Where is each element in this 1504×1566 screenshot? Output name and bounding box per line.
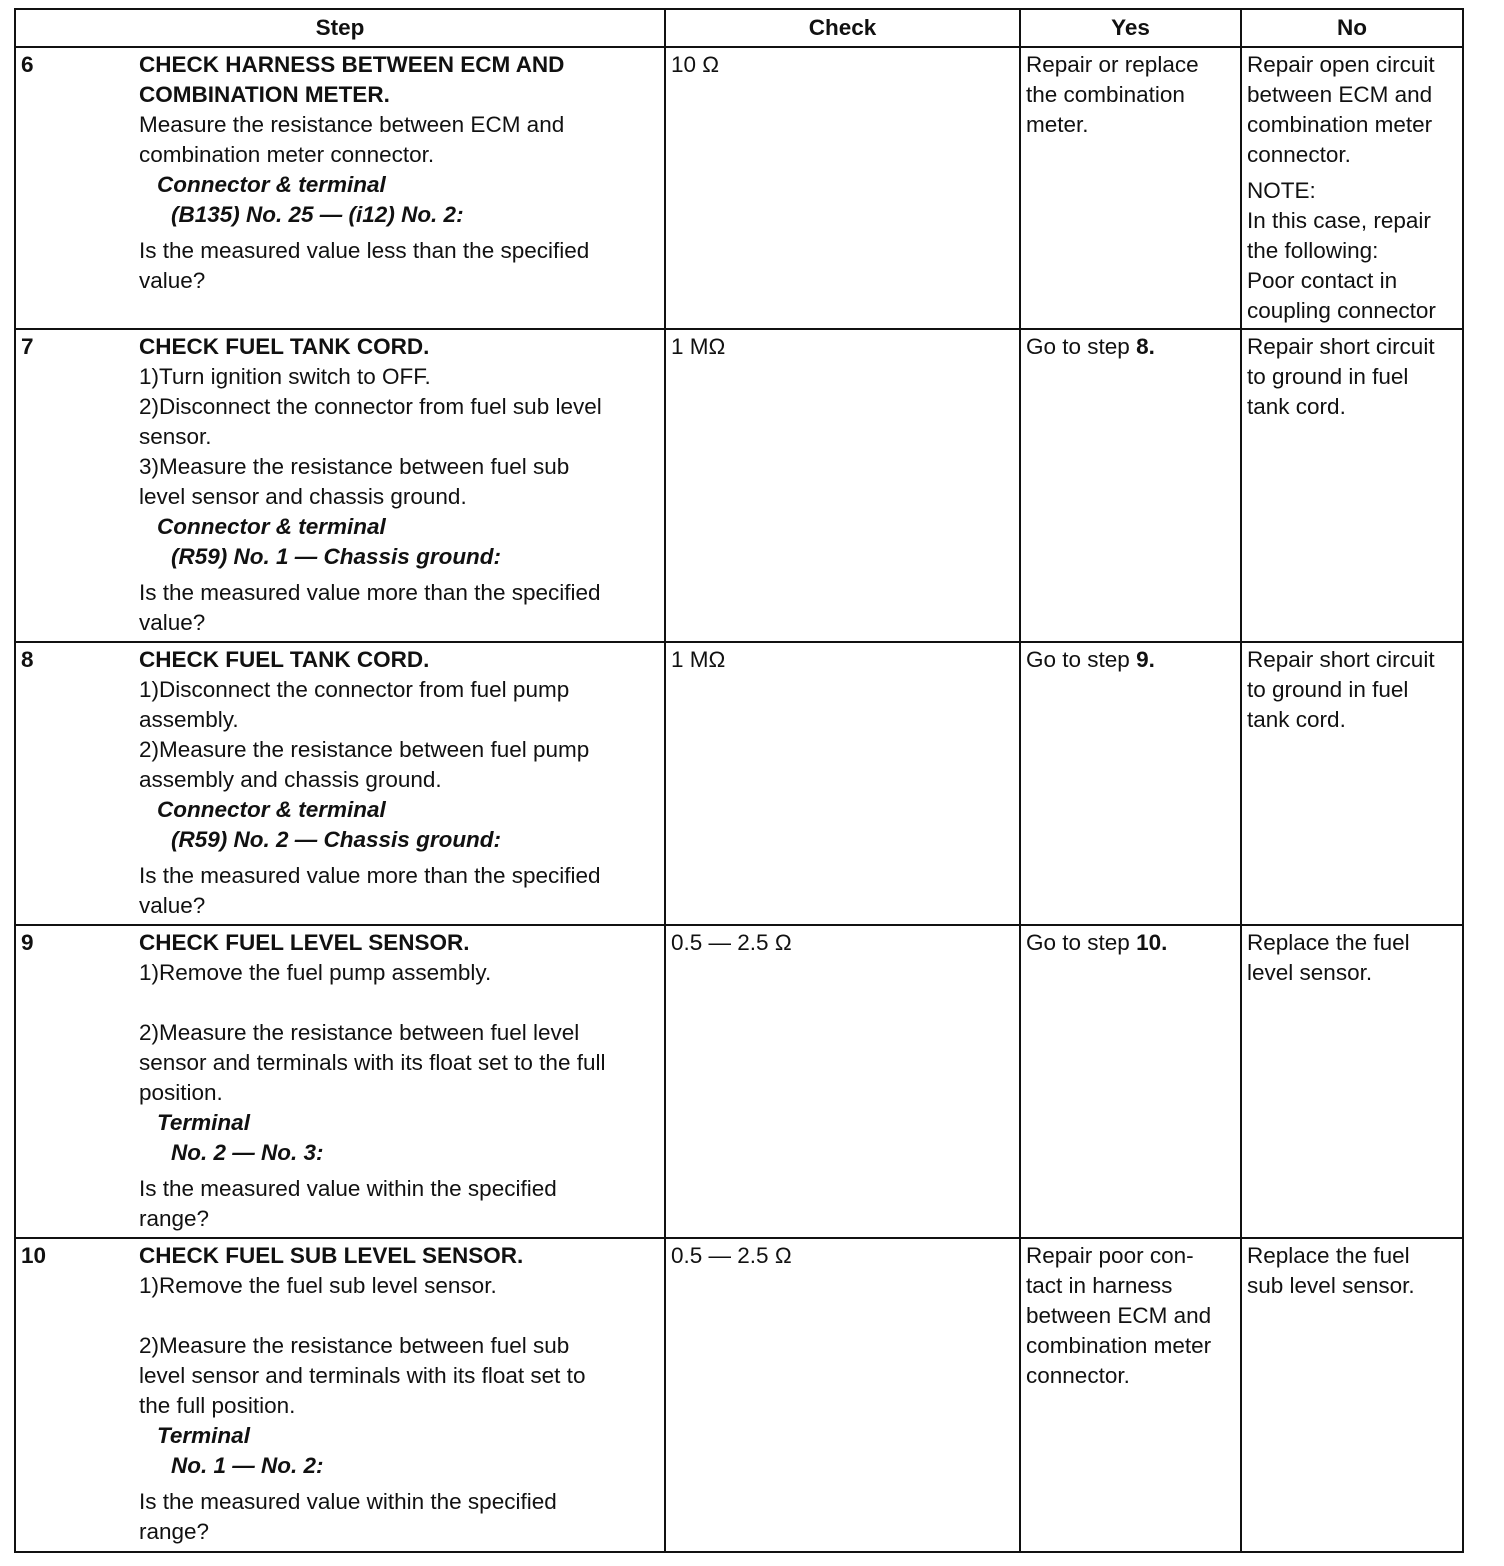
header-yes: Yes [1020,9,1241,47]
yes-prefix: Go to step [1026,647,1137,672]
question-line: Is the measured value within the specified [139,1489,557,1514]
note-line: the following: [1247,238,1379,263]
question-line: range? [139,1519,210,1544]
note-line: Poor contact in [1247,268,1398,293]
table-row-step-8 [15,642,1463,925]
yes-action [1020,925,1241,1238]
no-line: to ground in fuel [1247,364,1409,389]
no-action [1241,1238,1463,1552]
spacer [139,988,660,1018]
table-row-step-6 [15,47,1463,329]
question-line: value? [139,893,206,918]
header-step: Step [15,9,665,47]
no-action [1241,329,1463,642]
no-line: between ECM and [1247,82,1433,107]
no-action [1241,925,1463,1238]
step-description [139,47,665,329]
connector-label: Connector & terminal [157,797,386,822]
no-line: Repair open circuit [1247,52,1435,77]
instruction-line: 1)Turn ignition switch to OFF. [139,364,431,389]
instruction-line: sensor. [139,424,212,449]
header-check: Check [665,9,1020,47]
no-line: Replace the fuel [1247,1243,1410,1268]
connector-terminal: (R59) No. 1 — Chassis ground: [171,544,502,569]
instruction-line: 1)Remove the fuel pump assembly. [139,960,492,985]
step-description [139,642,665,925]
diagnostic-procedure-table [14,8,1464,1553]
step-title: CHECK FUEL LEVEL SENSOR. [139,930,470,955]
terminal-label: Terminal [157,1423,250,1448]
note-line: coupling connector [1247,298,1436,323]
yes-line: tact in harness [1026,1273,1173,1298]
question-line: range? [139,1206,210,1231]
instruction-line: assembly and chassis ground. [139,767,442,792]
instruction-line: 1)Remove the fuel sub level sensor. [139,1273,497,1298]
step-number: 9 [15,925,139,1238]
connector-label: Connector & terminal [157,172,386,197]
step-reference: 9. [1136,647,1155,672]
no-line: connector. [1247,142,1351,167]
no-action [1241,642,1463,925]
table-row-step-10 [15,1238,1463,1552]
question-line: value? [139,610,206,635]
instruction-line: position. [139,1080,223,1105]
step-description [139,329,665,642]
terminal-pins: No. 1 — No. 2: [171,1453,324,1478]
instruction-line: 3)Measure the resistance between fuel sub [139,454,570,479]
instruction-line: 2)Measure the resistance between fuel pump [139,737,590,762]
no-line: Replace the fuel [1247,930,1410,955]
check-value: 10 Ω [665,47,1020,329]
no-line: tank cord. [1247,707,1346,732]
header-no: No [1241,9,1463,47]
yes-line: combination meter [1026,1333,1212,1358]
yes-line: Repair or replace [1026,52,1199,77]
no-line: Repair short circuit [1247,647,1435,672]
step-description [139,925,665,1238]
check-value: 1 MΩ [665,329,1020,642]
instruction-line: assembly. [139,707,239,732]
terminal-pins: No. 2 — No. 3: [171,1140,324,1165]
yes-line: connector. [1026,1363,1130,1388]
instruction-line: 2)Measure the resistance between fuel level [139,1020,580,1045]
instruction-line: 1)Disconnect the connector from fuel pump [139,677,570,702]
table-row-step-9 [15,925,1463,1238]
no-line: Repair short circuit [1247,334,1435,359]
yes-action [1020,47,1241,329]
no-line: tank cord. [1247,394,1346,419]
table-row-step-7 [15,329,1463,642]
connector-terminal: (R59) No. 2 — Chassis ground: [171,827,502,852]
question-line: Is the measured value more than the specified [139,580,601,605]
terminal-label: Terminal [157,1110,250,1135]
note-line: In this case, repair [1247,208,1431,233]
yes-line: between ECM and [1026,1303,1212,1328]
step-title: CHECK FUEL SUB LEVEL SENSOR. [139,1243,524,1268]
instruction-line: combination meter connector. [139,142,435,167]
question-line: Is the measured value within the specified [139,1176,557,1201]
instruction-line: level sensor and terminals with its float set to [139,1363,586,1388]
no-line: combination meter [1247,112,1433,137]
question-line: value? [139,268,206,293]
step-number: 7 [15,329,139,642]
no-line: level sensor. [1247,960,1373,985]
step-title: CHECK FUEL TANK CORD. [139,647,430,672]
question-line: Is the measured value more than the specified [139,863,601,888]
step-number: 10 [15,1238,139,1552]
check-value: 0.5 — 2.5 Ω [665,1238,1020,1552]
instruction-line: Measure the resistance between ECM and [139,112,565,137]
connector-label: Connector & terminal [157,514,386,539]
yes-action [1020,642,1241,925]
step-number: 8 [15,642,139,925]
instruction-line: level sensor and chassis ground. [139,484,467,509]
connector-terminal: (B135) No. 25 — (i12) No. 2: [171,202,464,227]
yes-line: Repair poor con- [1026,1243,1194,1268]
check-value: 1 MΩ [665,642,1020,925]
spacer [139,1301,660,1331]
no-line: sub level sensor. [1247,1273,1415,1298]
no-line: to ground in fuel [1247,677,1409,702]
step-reference: 8. [1136,334,1155,359]
table-header-row [15,9,1463,47]
instruction-line: 2)Disconnect the connector from fuel sub level [139,394,602,419]
instruction-line: 2)Measure the resistance between fuel sub [139,1333,570,1358]
instruction-line: the full position. [139,1393,296,1418]
step-description [139,1238,665,1552]
instruction-line: sensor and terminals with its float set to the full [139,1050,606,1075]
no-action [1241,47,1463,329]
check-value: 0.5 — 2.5 Ω [665,925,1020,1238]
yes-line: meter. [1026,112,1089,137]
step-number: 6 [15,47,139,329]
step-title: CHECK HARNESS BETWEEN ECM AND [139,52,565,77]
yes-action [1020,1238,1241,1552]
yes-action [1020,329,1241,642]
question-line: Is the measured value less than the specified [139,238,590,263]
yes-line: the combination [1026,82,1185,107]
step-title: CHECK FUEL TANK CORD. [139,334,430,359]
step-reference: 10. [1136,930,1168,955]
step-title: COMBINATION METER. [139,82,390,107]
yes-prefix: Go to step [1026,930,1137,955]
yes-prefix: Go to step [1026,334,1137,359]
note-label: NOTE: [1247,178,1316,203]
